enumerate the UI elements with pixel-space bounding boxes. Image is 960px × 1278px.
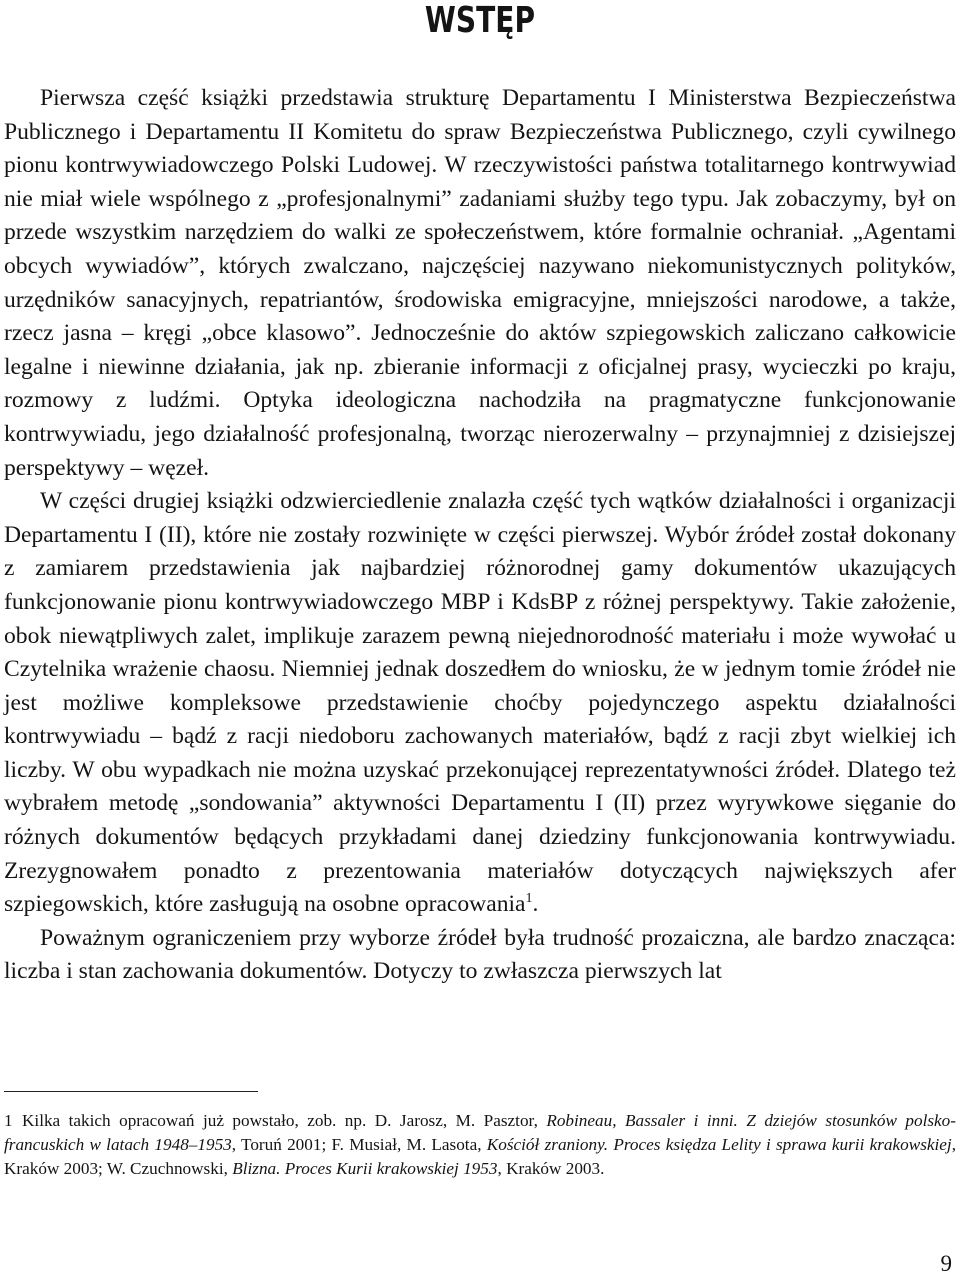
- footnote-text-2: , Toruń 2001; F. Musiał, M. Lasota,: [231, 1135, 487, 1154]
- footnote-title-3: Blizna. Proces Kurii krakowskiej 1953: [232, 1159, 498, 1178]
- paragraph-2-end: .: [532, 891, 539, 918]
- footnote-text-1: Kilka takich opracowań już powstało, zob. np. D. Jarosz, M. Pasztor,: [22, 1111, 547, 1130]
- footnote-number: 1: [4, 1111, 13, 1130]
- footnote-divider: [4, 1091, 258, 1092]
- paragraph-1: Pierwsza część książki przedstawia strukturę Departamentu I Ministerstwa Bezpieczeństwa Publicznego i Departamentu II Komitetu do spraw Bezpieczeństwa Publicznego, czyli cywilnego pionu kontrwywiadowczego Polski Ludowej. W rzeczywistości państwa totalitarnego kontrwywiad nie miał wiele wspólnego z „profesjonalnymi” zadaniami służby tego typu. Jak zobaczymy, był on przede wszystkim narzędziem do walki ze społeczeństwem, które formalnie ochraniał. „Agentami obcych wywiadów”, których zwalczano, najczęściej nazywano niekomunistycznych polityków, urzędników sanacyjnych, repatriantów, środowiska emigracyjne, mniejszości narodowe, a także, rzecz jasna – kręgi „obce klasowo”. Jednocześnie do aktów szpiegowskich zaliczano całkowicie legalne i niewinne działania, jak np. zbieranie informacji z oficjalnej prasy, wycieczki po kraju, rozmowy z ludźmi. Optyka ideologiczna nachodziła na pragmatyczne funkcjonowanie kontrwywiadu, jego działalność profesjonalną, tworząc nierozerwalny – przynajmniej z dzisiejszej perspektywy – węzeł.: [4, 85, 956, 481]
- main-text: [4, 82, 956, 989]
- page-number: 9: [940, 1251, 952, 1276]
- footnote-text-4: , Kraków 2003.: [497, 1159, 605, 1178]
- paragraph-2-text: W części drugiej książki odzwierciedlenie znalazła część tych wątków działalności i organizacji Departamentu I (II), które nie zostały rozwinięte w części pierwszej. Wybór źródeł został dokonany z zamiarem przedstawienia jak najbardziej różnorodnej gamy dokumentów ukazujących funkcjonowanie pionu kontrwywiadowczego MBP i KdsBP z różnej perspektywy. Takie założenie, obok niewątpliwych zalet, implikuje zarazem pewną niejednorodność materiału i może wywołać u Czytelnika wrażenie chaosu. Niemniej jednak doszedłem do wniosku, że w jednym tomie źródeł nie jest możliwe kompleksowe przedstawienie choćby pojedynczego aspektu działalności kontrwywiadu – bądź z racji niedoboru zachowanych materiałów, bądź z racji zbyt wielkiej ich liczby. W obu wypadkach nie można uzyskać przekonującej reprezentatywności źródeł. Dlatego też wybrałem metodę „sondowania” aktywności Departamentu I (II) przez wyrywkowe sięganie do różnych dokumentów będących przykładami danej dziedziny funkcjonowania kontrwywiadu. Zrezygnowałem ponadto z prezentowania materiałów dotyczących największych afer szpiegowskich, które zasługują na osobne opracowania: [4, 488, 956, 918]
- paragraph-2: [4, 485, 956, 922]
- footnote-text-3: , Kraków 2003; W. Czuchnowski,: [4, 1135, 957, 1178]
- paragraph-3: Poważnym ograniczeniem przy wyborze źródeł była trudność prozaiczna, ale bardzo znacząca: liczba i stan zachowania dokumentów. Dotyczy to zwłaszcza pierwszych lat: [4, 924, 956, 985]
- footnote-reference: 1: [525, 891, 533, 907]
- footnote: [4, 1109, 956, 1181]
- footnote-title-1: Robineau, Bassaler i inni. Z dziejów stosunków polsko-francuskich w latach 1948–1953: [4, 1111, 956, 1154]
- page-title: WSTĘP: [424, 0, 536, 41]
- footnote-title-2: Kościół zraniony. Proces księdza Lelity i sprawa kurii krakowskiej: [486, 1135, 952, 1154]
